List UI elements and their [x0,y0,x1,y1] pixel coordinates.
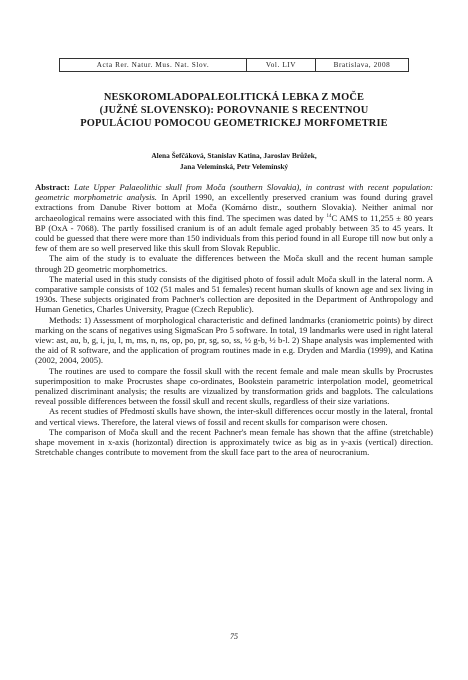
title-line: NESKOROMLADOPALEOLITICKÁ LEBKA Z MOČE [103,92,365,103]
body-paragraph: The routines are used to compare the fossil skull with the recent female and male mean skulls by Procrustes superimposition to make Procrustes shape co-ordinates, Bookstein parametric interpolation model, geometrical penalized discriminant analysis; the results are vizualized by transformation grids and bagplots. The calculations reveal possible differences between the fossil skull and recent skulls, regardless of their size variations. [35,365,433,407]
paper-title [40,91,428,130]
abstract-subtitle: Late Upper Palaeolithic skull from Moča (southern Slovakia), in contrast with recent population: geometric morphometric analysis. [35,182,433,203]
body-paragraph: The comparison of Moča skull and the recent Pachner's mean female has shown that the affine (stretchable) shape movement in x-axis (horizontal) direction is approximately twice as big as in y-axis (vertical) direction. Stretchable changes contribute to movement from the skull face part to the area of neurocranium. [35,426,433,458]
journal-volume: Vol. LIV [247,59,316,71]
abstract-text: In April 1990, an excellently preserved cranium was found during gravel extractions from Danube River bottom at Moča (Komárno distr., southern Slovakia). Neither animal nor archaeological remains were associated with this find. The specimen was dated by [35,192,433,223]
authors-line: Alena Šefčáková, Stanislav Katina, Jaroslav Brůžek, [151,151,317,160]
journal-header [59,58,409,72]
journal-name: Acta Rer. Natur. Mus. Nat. Slov. [60,59,247,71]
author-list [40,150,428,172]
body-paragraph: The aim of the study is to evaluate the differences between the Moča skull and the recent human sample through 2D geometric morphometrics. [35,253,433,274]
abstract-label: Abstract: [35,182,70,192]
title-line: (JUŽNÉ SLOVENSKO): POROVNANIE S RECENTNOU [99,105,369,116]
authors-line: Jana Velemínská, Petr Velemínský [179,162,289,171]
title-line: POPULÁCIOU POMOCOU GEOMETRICKEJ MORFOMETRIE [80,118,388,129]
page-number: 75 [230,632,238,641]
abstract-text-cont: C AMS to 11,255 ± 80 years BP (OxA - 7068). The partly fossilised cranium is of an adult female aged probably between 35 to 45 years. It could be guessed that there were more than 150 individuals from this period found in all Europe till now but only a few of them are so well preserved like this skull from Slovak Republic. [35,212,434,254]
isotope-superscript: 14 [326,213,332,219]
paper-body [35,182,433,457]
body-paragraph: As recent studies of Předmostí skulls have shown, the inter-skull differences occur mostly in the lateral, frontal and vertical views. Therefore, the lateral views of fossil and recent skulls for comparison were chosen. [35,406,433,427]
abstract-paragraph [35,182,433,253]
body-paragraph: Methods: 1) Assessment of morphological characteristic and defined landmarks (craniometric points) by direct marking on the scans of negatives using SigmaScan Pro 5 software. In total, 19 landmarks were used in right lateral view: ast, au, b, g, i, ju, l, m, ms, n, ns, op, po, pr, sg, so, ss, ½ g-b, ½ b-l. 2) Shape analysis was implemented with the aid of R software, and the application of program routines made in e.g. Dryden and Mardia (1999), and Katina (2002, 2004, 2005). [35,314,433,366]
body-paragraph: The material used in this study consists of the digitised photo of fossil adult Moča skull in the lateral norm. A comparative sample consists of 102 (51 males and 51 females) recent human skulls of known age and sex living in 1930s. These subjects originated from Pachner's collection are deposited in the Department of Anthropology and Human Genetics, Charles University, Prague (Czech Republic). [35,273,433,315]
journal-place-year: Bratislava, 2008 [333,61,391,69]
